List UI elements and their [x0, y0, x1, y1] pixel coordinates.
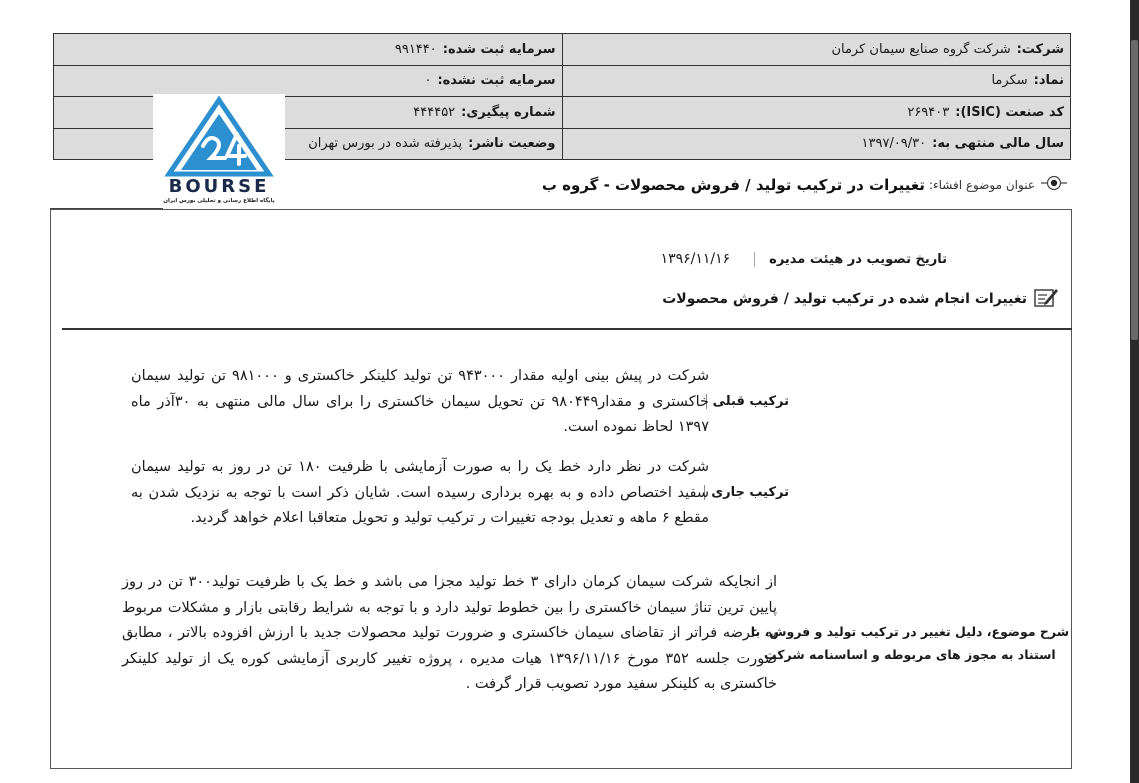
- unregistered-capital-cell: [54, 65, 563, 97]
- fiscal-year-value: ۱۳۹۷/۰۹/۳۰: [861, 136, 927, 152]
- logo-tagline: پایگاه اطلاع رسانی و تحلیلی بورس ایران: [163, 198, 275, 204]
- current-composition-label: ترکیب جاری: [704, 485, 789, 500]
- subject-value: تغییرات در ترکیب تولید / فروش محصولات - گروه ب: [541, 176, 925, 194]
- isic-cell: [562, 97, 1071, 129]
- symbol-label: نماد:: [1033, 73, 1064, 89]
- symbol-cell: [562, 65, 1071, 97]
- registered-capital-cell: [54, 34, 563, 66]
- previous-composition-text: شرکت در پیش بینی اولیه مقدار ۹۴۳۰۰۰ تن تولید کلینکر خاکستری و ۹۸۱۰۰۰ تن تولید سیمان خاکستری و مقدار۹۸۰۴۴۹ تن تحویل سیمان خاکستری را برای سال مالی منتهی به ۳۰آذر ماه ۱۳۹۷ لحاظ نموده است.: [131, 368, 709, 435]
- publisher-status-label: وضعیت ناشر:: [468, 136, 556, 152]
- tracking-cell: [54, 97, 563, 129]
- registered-capital-label: سرمایه ثبت شده:: [442, 41, 556, 57]
- tracking-label: شماره پیگیری:: [461, 104, 556, 120]
- isic-value: ۲۶۹۴۰۳: [907, 104, 950, 120]
- scrollbar[interactable]: [1130, 0, 1139, 783]
- approval-date-value: ۱۳۹۶/۱۱/۱۶: [660, 251, 731, 267]
- explanation-label: [751, 620, 1069, 666]
- logo-brand-text: BOURSE: [168, 176, 270, 197]
- publisher-status-value: پذیرفته شده در بورس تهران: [308, 136, 463, 152]
- scrollbar-thumb[interactable]: [1131, 40, 1138, 340]
- company-cell: [562, 34, 1071, 66]
- symbol-value: سکرما: [991, 73, 1028, 89]
- previous-composition-label: ترکیب قبلی: [706, 394, 789, 409]
- bourse-logo-mark-icon: [153, 94, 285, 178]
- company-label: شرکت:: [1016, 41, 1064, 57]
- current-composition-text: شرکت در نظر دارد خط یک را به صورت آزمایشی با ظرفیت ۱۸۰ تن در روز به تولید سیمان سفید اختصاص داده و به بهره برداری رسیده است. شایان ذکر است با توجه به نزدیک شدن به مقطع ۶ ماهه و تعدیل بودجه تغییرات ر ترکیب تولید و تحویل متعاقبا اعلام خواهد گردید.: [131, 459, 709, 526]
- unregistered-capital-label: سرمایه ثبت نشده:: [437, 73, 556, 89]
- explanation-label-line1: شرح موضوع، دلیل تغییر در ترکیب تولید و فروش، با: [750, 624, 1069, 639]
- subject-label: عنوان موضوع افشاء:: [928, 178, 1035, 192]
- edit-note-icon: [1033, 286, 1059, 312]
- bourse-logo: [153, 94, 285, 206]
- approval-date-label: تاریخ تصویب در هیئت مدیره: [754, 252, 947, 267]
- unregistered-capital-value: ۰: [424, 73, 432, 89]
- publisher-status-cell: [54, 128, 563, 160]
- section-divider: [62, 328, 1072, 330]
- isic-label: کد صنعت (ISIC):: [955, 104, 1064, 120]
- tracking-value: ۴۴۴۴۵۲: [413, 104, 456, 120]
- changes-title: تغییرات انجام شده در ترکیب تولید / فروش محصولات: [662, 291, 1027, 307]
- explanation-label-line2: استناد به مجوز های مربوطه و اساسنامه شرکت: [764, 647, 1056, 662]
- disclosure-subject: [542, 174, 1067, 196]
- approval-date-row: [661, 248, 947, 270]
- target-bullet-icon: [1041, 175, 1067, 195]
- registered-capital-value: ۹۹۱۴۴۰: [394, 41, 437, 57]
- fiscal-year-label: سال مالی منتهی به:: [932, 136, 1064, 152]
- fiscal-year-cell: [562, 128, 1071, 160]
- changes-heading: [662, 288, 1059, 310]
- explanation-text: از انجایکه شرکت سیمان کرمان دارای ۳ خط تولید مجزا می باشد و خط یک با ظرفیت تولید۳۰۰ تن در روز پایین ترین تناژ سیمان خاکستری را بین خطوط تولید دارد و با توجه به شرایط رقابتی بازار و مشکلات مربوط به عرضه فراتر از تقاضای سیمان خاکستری و ضرورت تولید محصولات جدید با ارزش افزوده بالاتر ، مطابق صورت جلسه ۳۵۲ مورخ ۱۳۹۶/۱۱/۱۶ هیات مدیره ، پروژه تغییر کاربری آزمایشی کوره یک از تولید کلینکر خاکستری به کلینکر سفید مورد تصویب قرار گرفت .: [122, 574, 778, 692]
- company-value: شرکت گروه صنایع سیمان کرمان: [831, 41, 1011, 57]
